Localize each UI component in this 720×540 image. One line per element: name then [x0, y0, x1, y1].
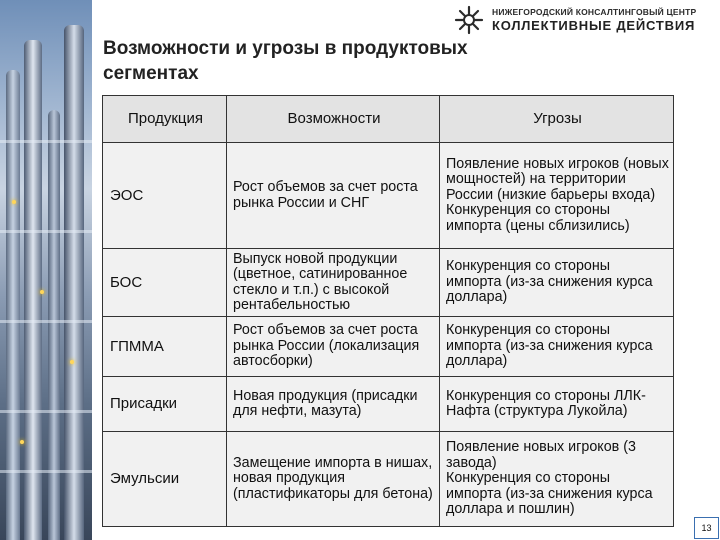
- product-cell: Присадки: [103, 377, 227, 432]
- threat-cell: [440, 432, 674, 527]
- opportunity-cell: Рост объемов за счет роста рынка России и СНГ: [227, 143, 440, 249]
- threat-cell: [440, 143, 674, 249]
- company-logo: [452, 4, 702, 36]
- threat-cell: [440, 317, 674, 377]
- opportunity-cell: Выпуск новой продукции (цветное, сатинированное стекло и т.п.) с высокой рентабельностью: [227, 249, 440, 317]
- logo-emblem-icon: [452, 4, 486, 36]
- threat-item: Появление новых игроков (3 завода): [446, 439, 636, 471]
- threat-item: Появление новых игроков (новых мощностей) на территории России (низкие барьеры входа): [446, 155, 669, 203]
- opportunity-cell: Замещение импорта в нишах, новая продукция (пластификаторы для бетона): [227, 432, 440, 527]
- table-row: [103, 249, 674, 317]
- table-row: [103, 143, 674, 249]
- threat-cell: [440, 377, 674, 432]
- opportunity-cell: Рост объемов за счет роста рынка России (локализация автосборки): [227, 317, 440, 377]
- column-header-opportunities: Возможности: [227, 96, 440, 143]
- title-line-1: Возможности и угрозы в продуктовых: [103, 38, 468, 59]
- threat-item: Конкуренция со стороны импорта (из-за снижения курса доллара и пошлин): [446, 470, 653, 518]
- product-cell: ЭОС: [103, 143, 227, 249]
- logo-top-text: НИЖЕГОРОДСКИЙ КОНСАЛТИНГОВЫЙ ЦЕНТР: [492, 7, 697, 17]
- threat-item: Конкуренция со стороны импорта (из-за снижения курса доллара): [446, 322, 653, 370]
- threat-item: Конкуренция со стороны импорта (цены сблизились): [446, 202, 630, 234]
- opportunity-cell: Новая продукция (присадки для нефти, мазута): [227, 377, 440, 432]
- column-header-product: Продукция: [103, 96, 227, 143]
- threat-item: Конкуренция со стороны импорта (из-за снижения курса доллара): [446, 258, 653, 306]
- refinery-photo: [0, 0, 92, 540]
- table-row: [103, 377, 674, 432]
- table-row: [103, 432, 674, 527]
- product-cell: ГПММА: [103, 317, 227, 377]
- swot-table: [102, 95, 674, 527]
- table-header-row: [103, 96, 674, 143]
- product-cell: Эмульсии: [103, 432, 227, 527]
- logo-main-text: КОЛЛЕКТИВНЫЕ ДЕЙСТВИЯ: [492, 18, 696, 33]
- page-number: 13: [694, 517, 719, 539]
- table-row: [103, 317, 674, 377]
- threat-cell: [440, 249, 674, 317]
- title-line-2: сегментах: [103, 63, 199, 84]
- column-header-threats: Угрозы: [440, 96, 674, 143]
- product-cell: БОС: [103, 249, 227, 317]
- page-title: [103, 36, 623, 86]
- threat-item: Конкуренция со стороны ЛЛК-Нафта (структура Лукойла): [446, 387, 646, 419]
